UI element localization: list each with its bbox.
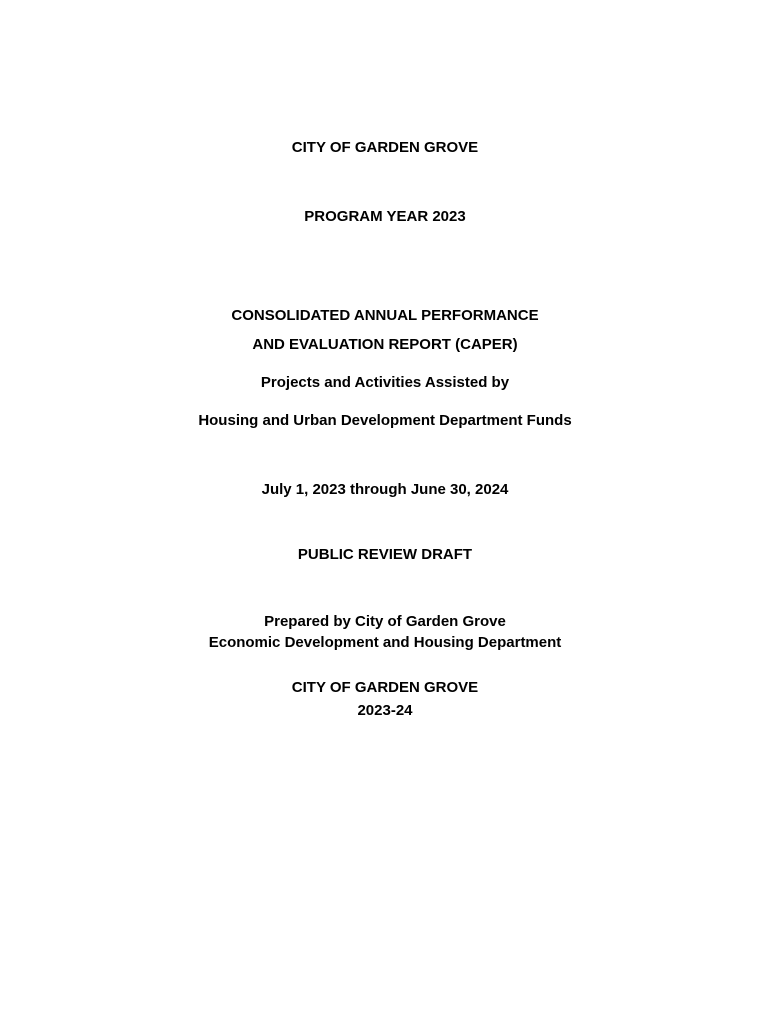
footer-year: 2023-24	[357, 702, 413, 719]
subtitle-line-2: Housing and Urban Development Department Funds	[198, 412, 572, 429]
department-name: Economic Development and Housing Department	[208, 634, 562, 651]
reporting-period: July 1, 2023 through June 30, 2024	[261, 481, 509, 498]
footer-city: CITY OF GARDEN GROVE	[291, 679, 479, 696]
city-heading: CITY OF GARDEN GROVE	[291, 139, 479, 156]
subtitle-line-1: Projects and Activities Assisted by	[260, 374, 510, 391]
program-year: PROGRAM YEAR 2023	[304, 208, 466, 225]
draft-status: PUBLIC REVIEW DRAFT	[297, 546, 473, 563]
report-title-line-2: AND EVALUATION REPORT (CAPER)	[252, 336, 518, 353]
report-title-line-1: CONSOLIDATED ANNUAL PERFORMANCE	[231, 307, 539, 324]
prepared-by: Prepared by City of Garden Grove	[264, 613, 506, 630]
